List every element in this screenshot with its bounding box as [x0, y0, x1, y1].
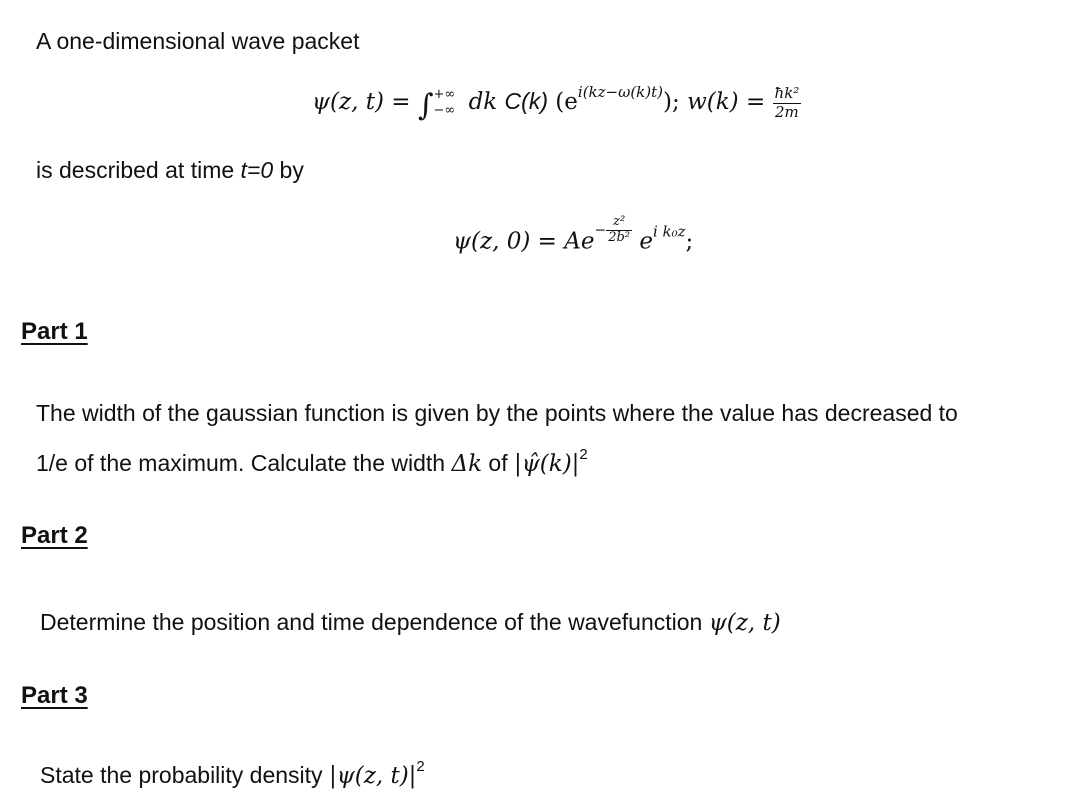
part-2-heading: Part 2 — [21, 522, 88, 549]
part-2-line-1 — [40, 609, 781, 638]
probability-density-power: 2 — [416, 758, 425, 775]
part-1-line-2-of: of — [482, 450, 514, 476]
part-1-line-2-prefix: 1/e of the maximum. Calculate the width — [36, 450, 452, 476]
exp-close: ); — [663, 89, 680, 115]
w-numerator: ħk² — [774, 84, 800, 103]
gauss-numerator: z² — [606, 215, 632, 231]
w-fraction — [773, 85, 802, 121]
part-1-line-2 — [36, 446, 588, 479]
gauss-sign: − — [594, 222, 607, 239]
psi-zt-lhs: ψ(z, t) = — [312, 89, 411, 115]
part-1-heading: Part 1 — [21, 318, 88, 345]
intro-title-line: A one-dimensional wave packet — [36, 28, 360, 54]
described-t: t=0 — [240, 157, 274, 183]
integral-limits — [434, 87, 456, 118]
described-prefix: is described at time — [36, 157, 241, 183]
psi-z0-lhs: ψ(z, 0) = Ae — [453, 228, 595, 255]
described-line — [36, 157, 304, 185]
lower-limit: −∞ — [433, 103, 456, 118]
gauss-denominator: 2b² — [608, 229, 631, 245]
integrand-dk: dk — [468, 89, 498, 115]
psi-zt-expr: ψ(z, t) — [708, 610, 781, 636]
delta-k: Δk — [451, 451, 483, 477]
wave-packet-equation — [312, 83, 801, 123]
integrand-ck: C(k) — [504, 88, 548, 114]
w-lhs: w(k) = — [687, 89, 766, 115]
described-suffix: by — [273, 157, 304, 183]
plane-wave-power: i k₀z — [652, 222, 686, 241]
plane-wave-e: e — [639, 228, 653, 255]
integral-sign: ∫ — [417, 88, 434, 123]
plane-wave-end: ; — [685, 228, 694, 255]
part-3-line-1-prefix: State the probability density — [40, 762, 329, 788]
psi-hat-abs: |ψ̂(k)| — [514, 451, 580, 477]
part-3-line-1 — [40, 758, 425, 791]
probability-density-expr: |ψ(z, t)| — [328, 763, 417, 789]
initial-wavefunction-equation — [453, 215, 693, 254]
exp-power: i(kz−ω(k)t) — [577, 83, 664, 101]
w-denominator: 2m — [775, 102, 799, 121]
part-2-line-1-prefix: Determine the position and time dependence of the wavefunction — [40, 609, 709, 635]
part-3-heading: Part 3 — [21, 682, 88, 709]
upper-limit: +∞ — [433, 87, 456, 103]
gauss-exponent — [594, 215, 632, 246]
part-1-line-1: The width of the gaussian function is given by the points where the value has decreased to — [36, 400, 958, 426]
exp-open: (e — [555, 89, 578, 115]
psi-hat-power: 2 — [579, 446, 588, 463]
gauss-fraction — [606, 215, 632, 246]
